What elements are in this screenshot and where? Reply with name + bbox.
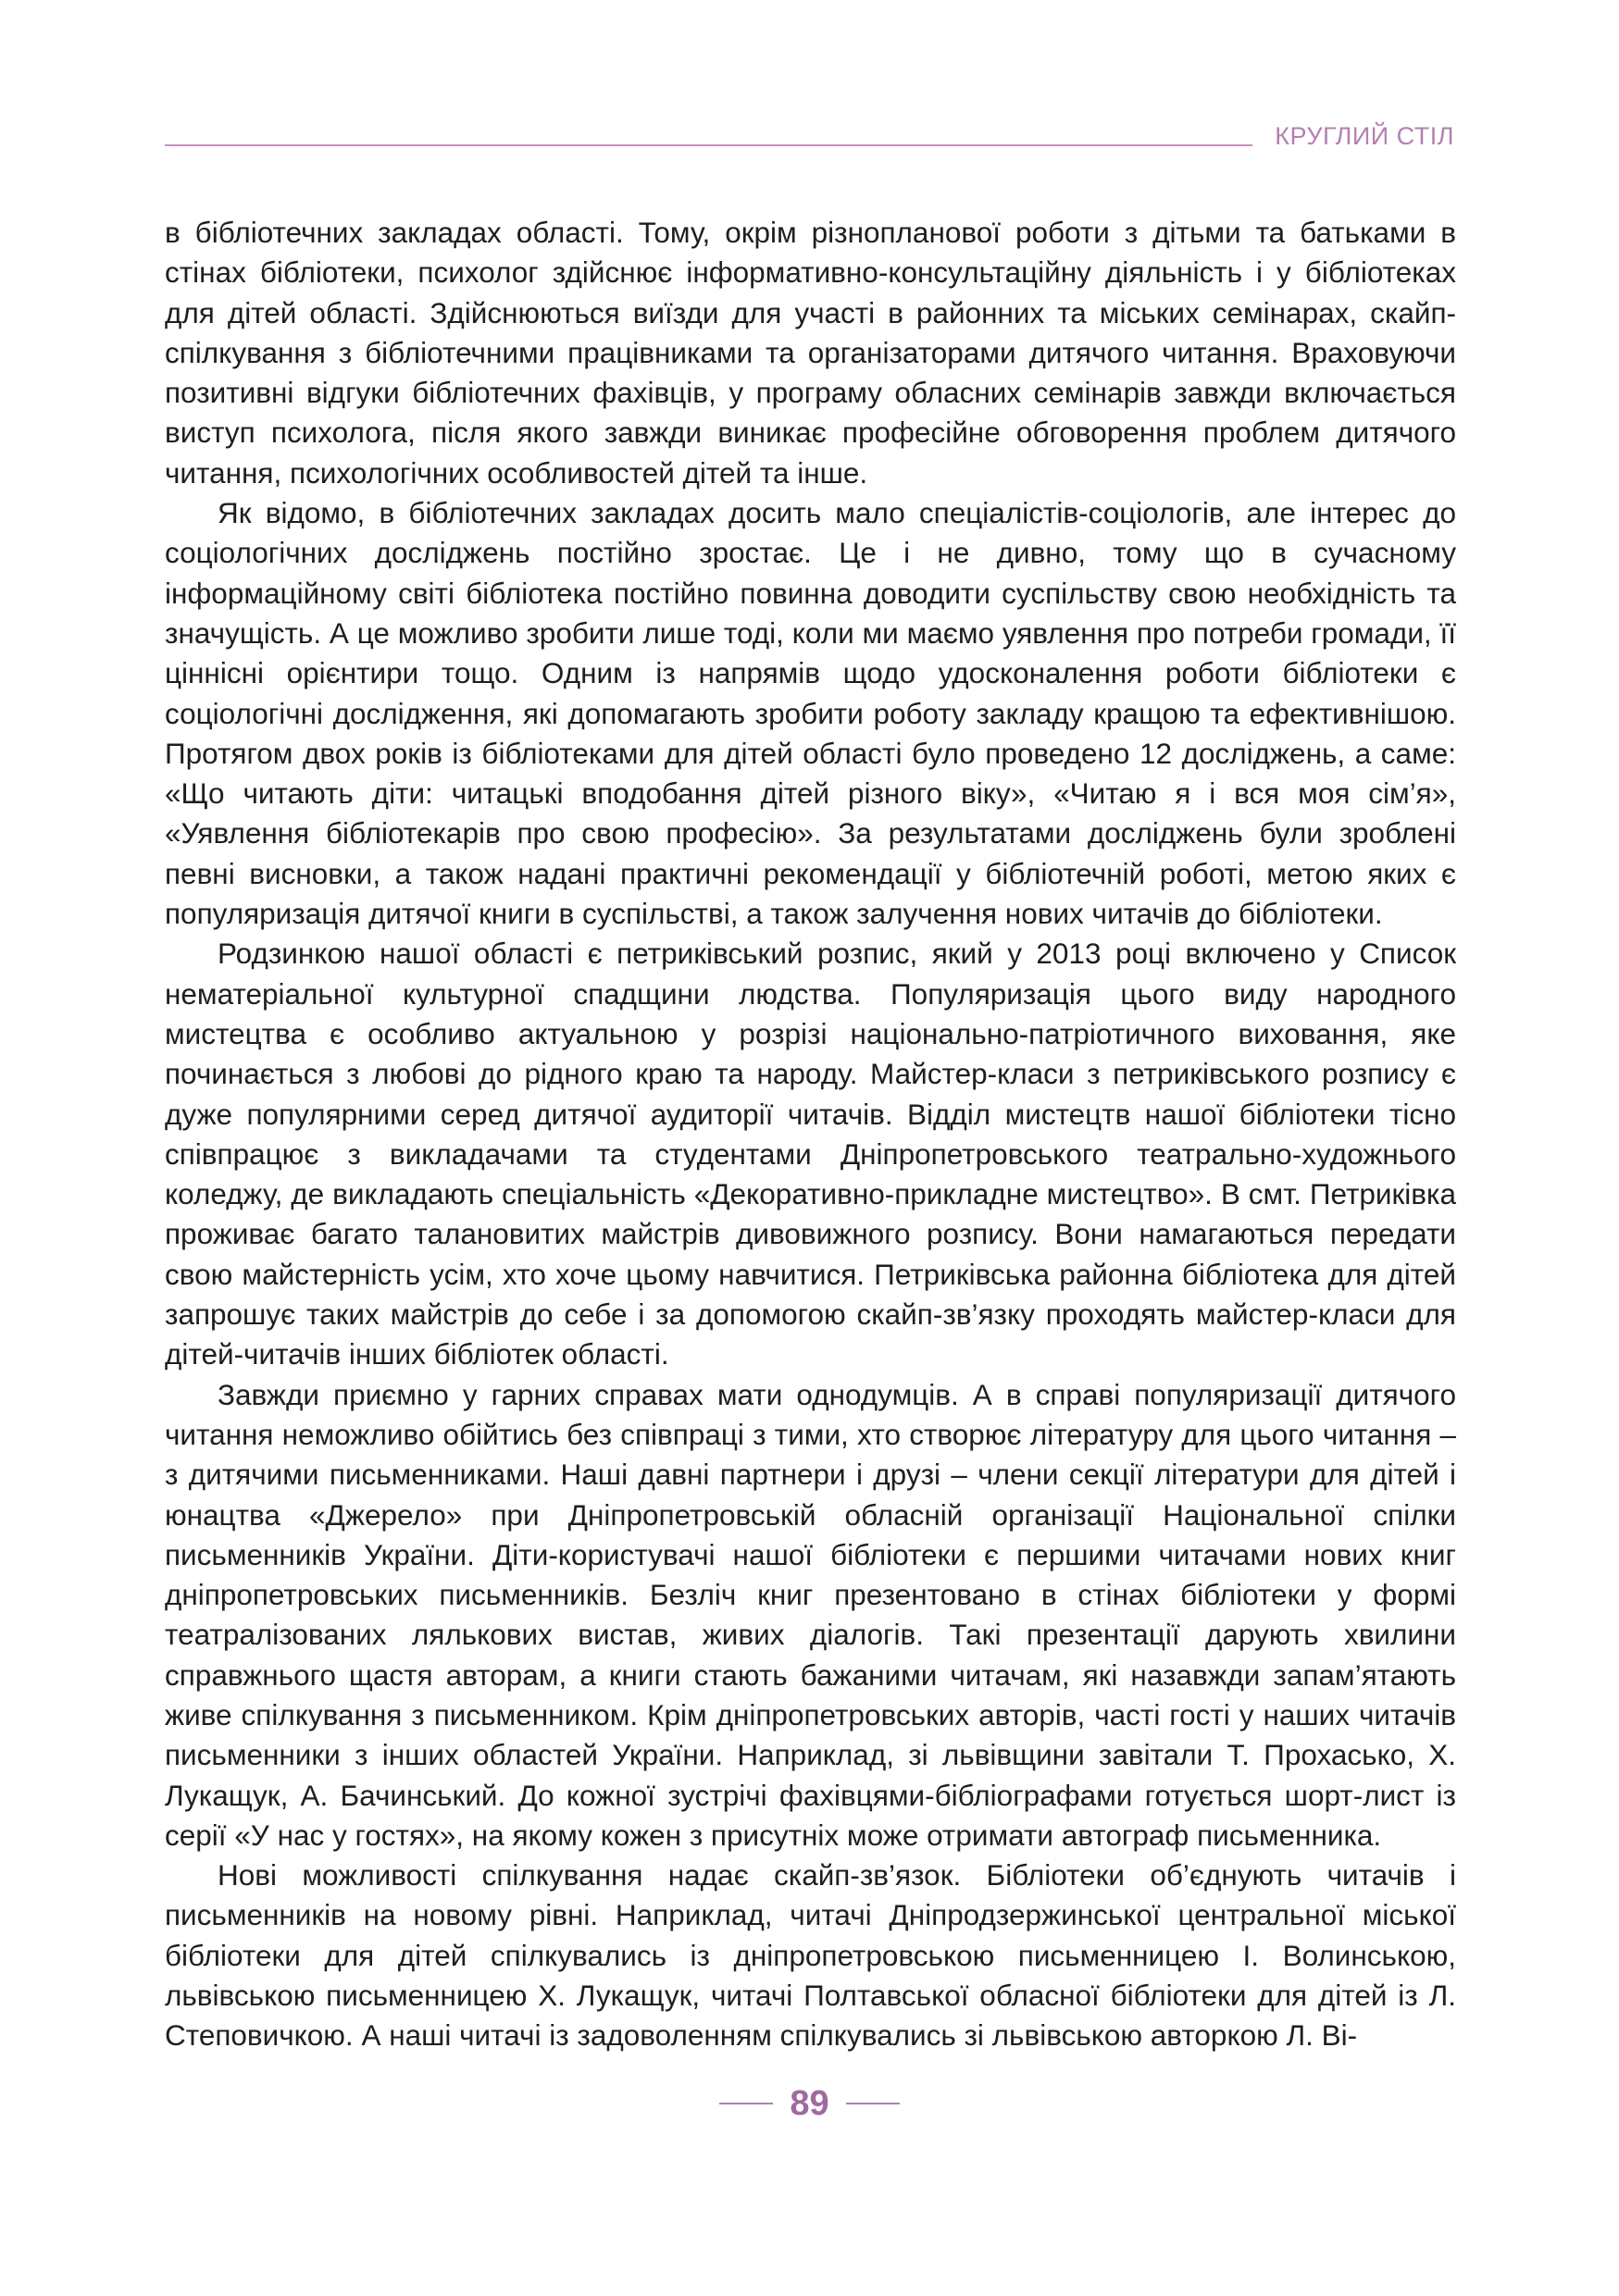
article-body: [165, 213, 1456, 2056]
paragraph-continuation: в бібліотечних закладах області. Тому, окрім різнопланової роботи з дітьми та батьками в стінах бібліотеки, психолог здійснює інформативно-консультаційну діяльність і у бібліотеках для дітей області. Здійснюються виїзди для участі в районних та міських семінарах, скайп-спілкування з бібліотечними працівниками та організаторами дитячого читання. Враховуючи позитивні відгуки бібліотечних фахівців, у програму обласних семінарів завжди включається виступ психолога, після якого завжди виникає професійне обговорення проблем дитячого читання, психологічних особливостей дітей та інше.: [165, 216, 1456, 490]
footer-dash-right: [846, 2103, 900, 2104]
section-title: КРУГЛИЙ СТІЛ: [1275, 122, 1454, 150]
page-footer: [0, 2080, 1619, 2127]
footer-dash-left: [719, 2103, 773, 2104]
paragraph-petrykivka: Родзинкою нашої області є петриківський розпис, який у 2013 році включено у Список нематеріальної культурної спадщини людства. Популяризація цього виду народного мистецтва є особливо актуальною у розрізі національно-патріотичного виховання, яке починається з любові до рідного краю та народу. Майстер-класи з петриківського розпису є дуже популярними серед дитячої аудиторії читачів. Відділ мистецтв нашої бібліотеки тісно співпрацює з викладачами та студентами Дніпропетровського театрально-художнього коледжу, де викладають спеціальність «Декоративно-прикладне мистецтво». В смт. Петриківка проживає багато талановитих майстрів дивовижного розпису. Вони намагаються передати свою майстерність усім, хто хоче цьому навчитися. Петриківська районна бібліотека для дітей запрошує таких майстрів до себе і за допомогою скайп-зв’язку проходять майстер-класи для дітей-читачів інших бібліотек області.: [165, 937, 1456, 1371]
page-number: 89: [790, 2083, 829, 2123]
paragraph-sociology: Як відомо, в бібліотечних закладах досить мало спеціалістів-соціологів, але інтерес до соціологічних досліджень постійно зростає. Це і не дивно, тому що в сучасному інформаційному світі бібліотека постійно повинна доводити суспільству свою необхідність та значущість. А це можливо зробити лише тоді, коли ми маємо уявлення про потреби громади, її ціннісні орієнтири тощо. Одним із напрямів щодо удосконалення роботи бібліотеки є соціологічні дослідження, які допомагають зробити роботу закладу кращою та ефективнішою. Протягом двох років із бібліотеками для дітей області було проведено 12 досліджень, а саме: «Що читають діти: читацькі вподобання дітей різного віку», «Читаю я і вся моя сім’я», «Уявлення бібліотекарів про свою професію». За результатами досліджень були зроблені певні висновки, а також надані практичні рекомендації у бібліотечній роботі, метою яких є популяризація дитячої книги в суспільстві, а також залучення нових читачів до бібліотеки.: [165, 496, 1456, 931]
header-rule: [165, 144, 1252, 146]
paragraph-writers: Завжди приємно у гарних справах мати однодумців. А в справі популяризації дитячого читання неможливо обійтись без співпраці з тими, хто створює літературу для цього читання – з дитячими письменниками. Наші давні партнери і друзі – члени секції літератури для дітей і юнацтва «Джерело» при Дніпропетровській обласній організації Національної спілки письменників України. Діти-користувачі нашої бібліотеки є першими читачами нових книг дніпропетровських письменників. Безліч книг презентовано в стінах бібліотеки у формі театралізованих лялькових вистав, живих діалогів. Такі презентації дарують хвилини справжнього щастя авторам, а книги стають бажаними читачам, які назавжди запам’ятають живе спілкування з письменником. Крім дніпропетровських авторів, часті гості у наших читачів письменники з інших областей України. Наприклад, зі львівщини завітали Т. Прохасько, Х. Лукащук, А. Бачинський. До кожної зустрічі фахівцями-бібліографами готується шорт-лист із серії «У нас у гостях», на якому кожен з присутніх може отримати автограф письменника.: [165, 1377, 1456, 1852]
paragraph-skype: Нові можливості спілкування надає скайп-зв’язок. Бібліотеки об’єднують читачів і письменників на новому рівні. Наприклад, читачі Дніпродзержинської центральної міської бібліотеки для дітей спілкувались із дніпропетровською письменницею І. Волинською, львівською письменницею Х. Лукащук, читачі Полтавської обласної бібліотеки для дітей із Л. Степовичкою. А наші читачі із задоволенням спілкувались зі львівською авторкою Л. Ві-: [165, 1858, 1456, 2053]
